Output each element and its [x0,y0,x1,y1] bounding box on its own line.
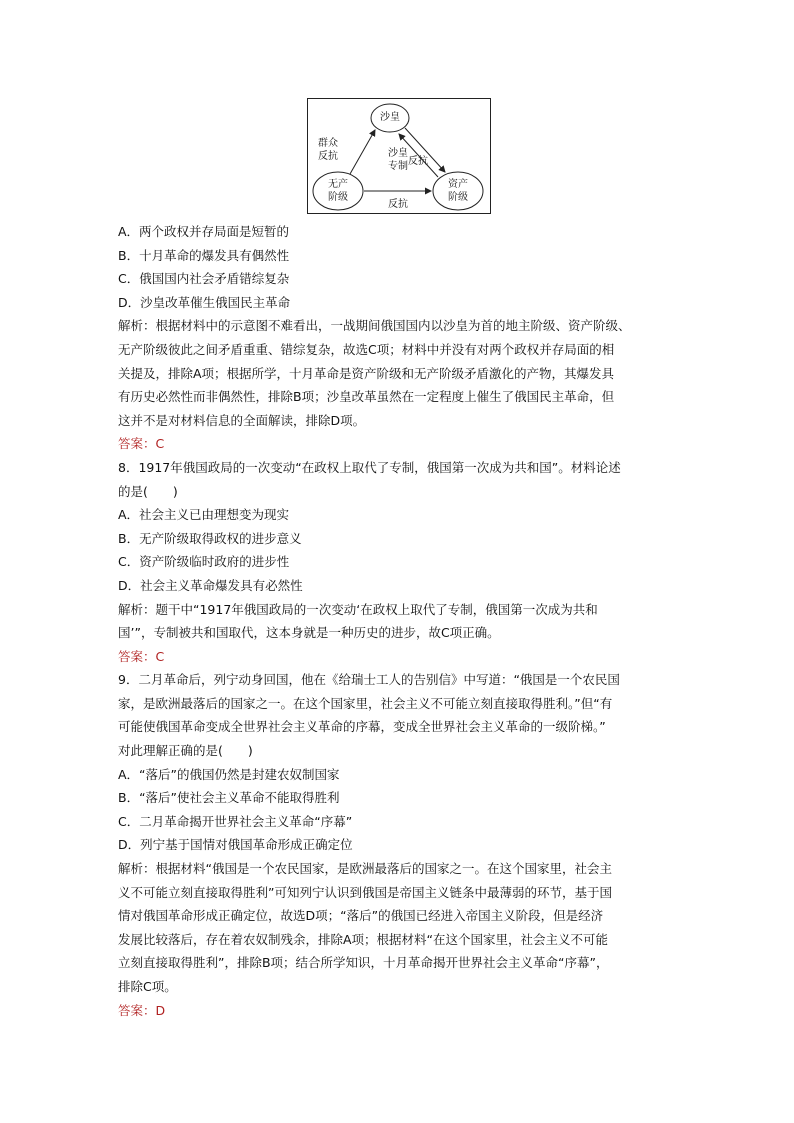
q7-analysis-line: 关提及，排除A项；根据所学，十月革命是资产阶级和无产阶级矛盾激化的产物，其爆发具 [118,365,615,381]
q8-answer: 答案：C [118,648,165,664]
q9-analysis-line: 情对俄国革命形成正确定位，故选D项；“落后”的俄国已经进入帝国主义阶段，但是经济 [118,908,604,924]
q9-stem-line: 对此理解正确的是( ) [118,743,253,759]
q7-option-b: B．十月革命的爆发具有偶然性 [118,247,290,263]
q9-stem-line: 家，是欧洲最落后的国家之一。在这个国家里，社会主义不可能立刻直接取得胜利。”但“有 [118,695,613,711]
mass-resistance-label: 群众 反抗 [318,138,338,162]
q8-stem-line: 8．1917年俄国政局的一次变动“在政权上取代了专制，俄国第一次成为共和国”。材料论述 [118,459,621,475]
q9-stem-line: 9．二月革命后，列宁动身回国，他在《给瑞士工人的告别信》中写道：“俄国是一个农民国 [118,672,620,688]
q9-analysis-line: 义不可能立刻直接取得胜利”可知列宁认识到俄国是帝国主义链条中最薄弱的环节，基于国 [118,884,612,900]
q9-analysis-line: 解析：根据材料“俄国是一个农民国家，是欧洲最落后的国家之一。在这个国家里，社会主 [118,861,612,877]
q8-stem-line: 的是( ) [118,483,178,499]
q8-analysis-line: 解析：题干中“1917年俄国政局的一次变动‘在政权上取代了专制，俄国第一次成为共和 [118,601,598,617]
resistance-right-label: 反抗 [408,156,428,167]
q9-stem-line: 可能使俄国革命变成全世界社会主义革命的序幕，变成全世界社会主义革命的一级阶梯。” [118,719,606,735]
node-proletariat-label: 无产 阶级 [328,179,348,203]
question-9 [118,668,688,1022]
q7-analysis-line: 这并不是对材料信息的全面解读，排除D项。 [118,412,366,428]
q9-analysis-line: 发展比较落后，存在着农奴制残余，排除A项；根据材料“在这个国家里，社会主义不可能 [118,931,609,947]
q8-option-a: A．社会主义已由理想变为现实 [118,507,290,523]
question-7 [118,220,688,456]
tsar-autocracy-label: 沙皇 专制 [388,148,408,172]
relationship-diagram [307,98,491,214]
q8-option-b: B．无产阶级取得政权的进步意义 [118,530,302,546]
q7-analysis-line: 解析：根据材料中的示意图不难看出，一战期间俄国国内以沙皇为首的地主阶级、资产阶级、 [118,318,631,334]
arrow-proletariat-to-tsar [350,130,375,174]
q7-analysis-line: 无产阶级彼此之间矛盾重重、错综复杂，故选C项；材料中并没有对两个政权并存局面的相 [118,341,615,357]
node-tsar-label: 沙皇 [380,112,400,123]
question-8 [118,456,688,668]
page [118,98,688,1022]
q7-analysis-line: 有历史必然性而非偶然性，排除B项；沙皇改革虽然在一定程度上催生了俄国民主革命，但 [118,389,615,405]
q9-option-d: D．列宁基于国情对俄国革命形成正确定位 [118,837,353,853]
q8-option-c: C．资产阶级临时政府的进步性 [118,554,290,570]
resistance-bottom-label: 反抗 [388,199,408,210]
q7-option-a: A．两个政权并存局面是短暂的 [118,224,290,239]
q9-analysis-line: 排除C项。 [118,979,177,994]
q9-answer: 答案：D [118,1002,166,1018]
q9-option-a: A．“落后”的俄国仍然是封建农奴制国家 [118,766,340,782]
q7-answer: 答案：C [118,436,165,452]
node-bourgeoisie-label: 资产 阶级 [448,179,468,203]
q9-option-b: B．“落后”使社会主义革命不能取得胜利 [118,790,340,806]
q9-option-c: C．二月革命揭开世界社会主义革命“序幕” [118,813,353,829]
q8-analysis-line: 国’”，专制被共和国取代，这本身就是一种历史的进步，故C项正确。 [118,625,500,641]
q8-option-d: D．社会主义革命爆发具有必然性 [118,577,303,593]
q9-analysis-line: 立刻直接取得胜利”，排除B项；结合所学知识，十月革命揭开世界社会主义革命“序幕”， [118,955,609,971]
q7-option-c: C．俄国国内社会矛盾错综复杂 [118,271,290,287]
q7-option-d: D．沙皇改革催生俄国民主革命 [118,294,291,310]
